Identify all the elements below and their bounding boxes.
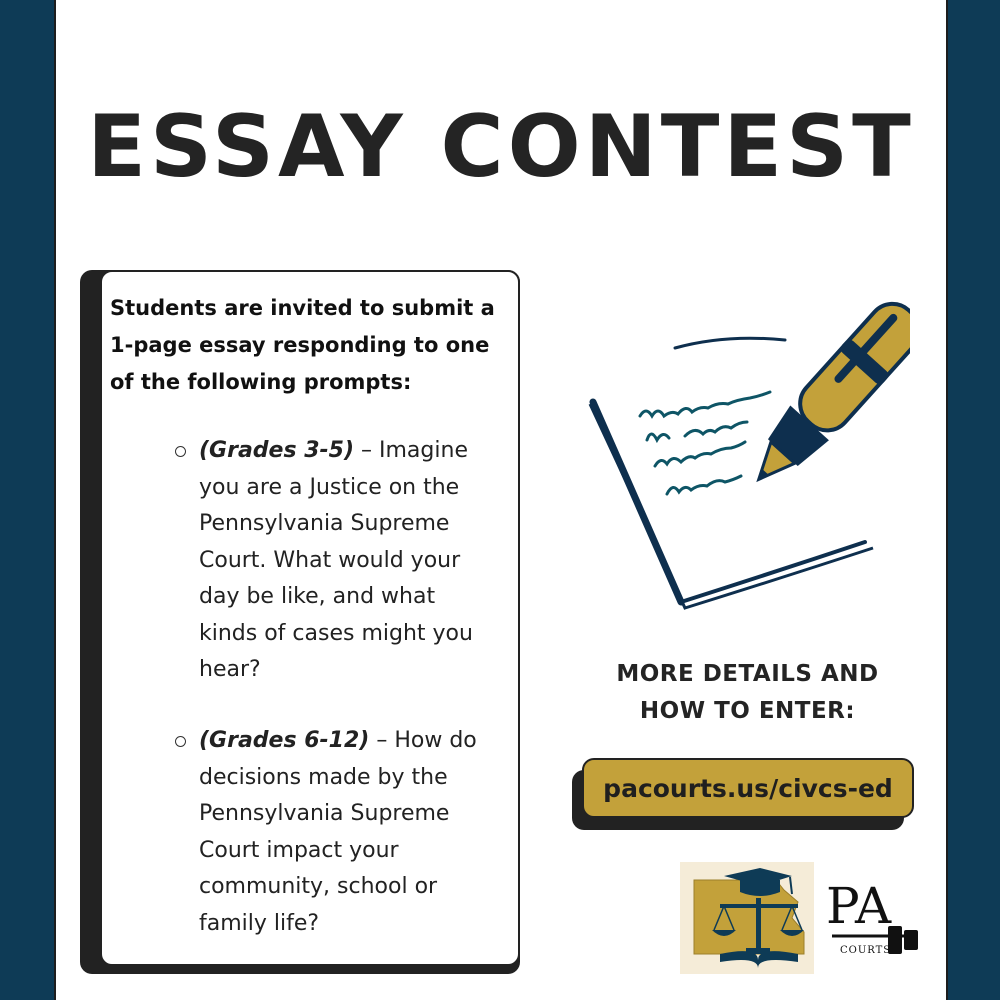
right-border-bar <box>948 0 1000 1000</box>
prompt-grades-3-5 <box>199 433 499 689</box>
prompt-text: – Imagine you are a Justice on the Pennsylvania Supreme Court. What would your day be like, and what kinds of cases might you hear? <box>199 438 473 682</box>
prompt-text: – How do decisions made by the Pennsylvania Supreme Court impact your community, school or family life? <box>199 728 477 936</box>
pen-writing-on-paper-icon <box>585 280 910 610</box>
scales-of-justice-graduation-cap-logo <box>680 862 814 974</box>
left-border-bar <box>0 0 54 1000</box>
right-border-line <box>946 0 948 1000</box>
pa-courts-letters: PA <box>826 877 892 935</box>
more-details-heading <box>585 656 910 730</box>
intro-text: Students are invited to submit a 1-page essay responding to one of the following prompts: <box>110 296 495 394</box>
bullet-icon <box>175 736 186 747</box>
bullet-icon <box>175 446 186 457</box>
page-title: ESSAY CONTEST <box>87 97 915 197</box>
pa-courts-subtitle: COURTS <box>840 945 892 956</box>
prompt-grade-label: (Grades 6-12) <box>199 728 370 753</box>
prompt-grades-6-12 <box>199 723 499 942</box>
prompt-grade-label: (Grades 3-5) <box>199 438 355 463</box>
details-line-2: HOW TO ENTER: <box>639 698 856 724</box>
contest-url-link[interactable]: pacourts.us/civcs-ed <box>582 758 914 818</box>
details-line-1: MORE DETAILS AND <box>616 661 879 687</box>
